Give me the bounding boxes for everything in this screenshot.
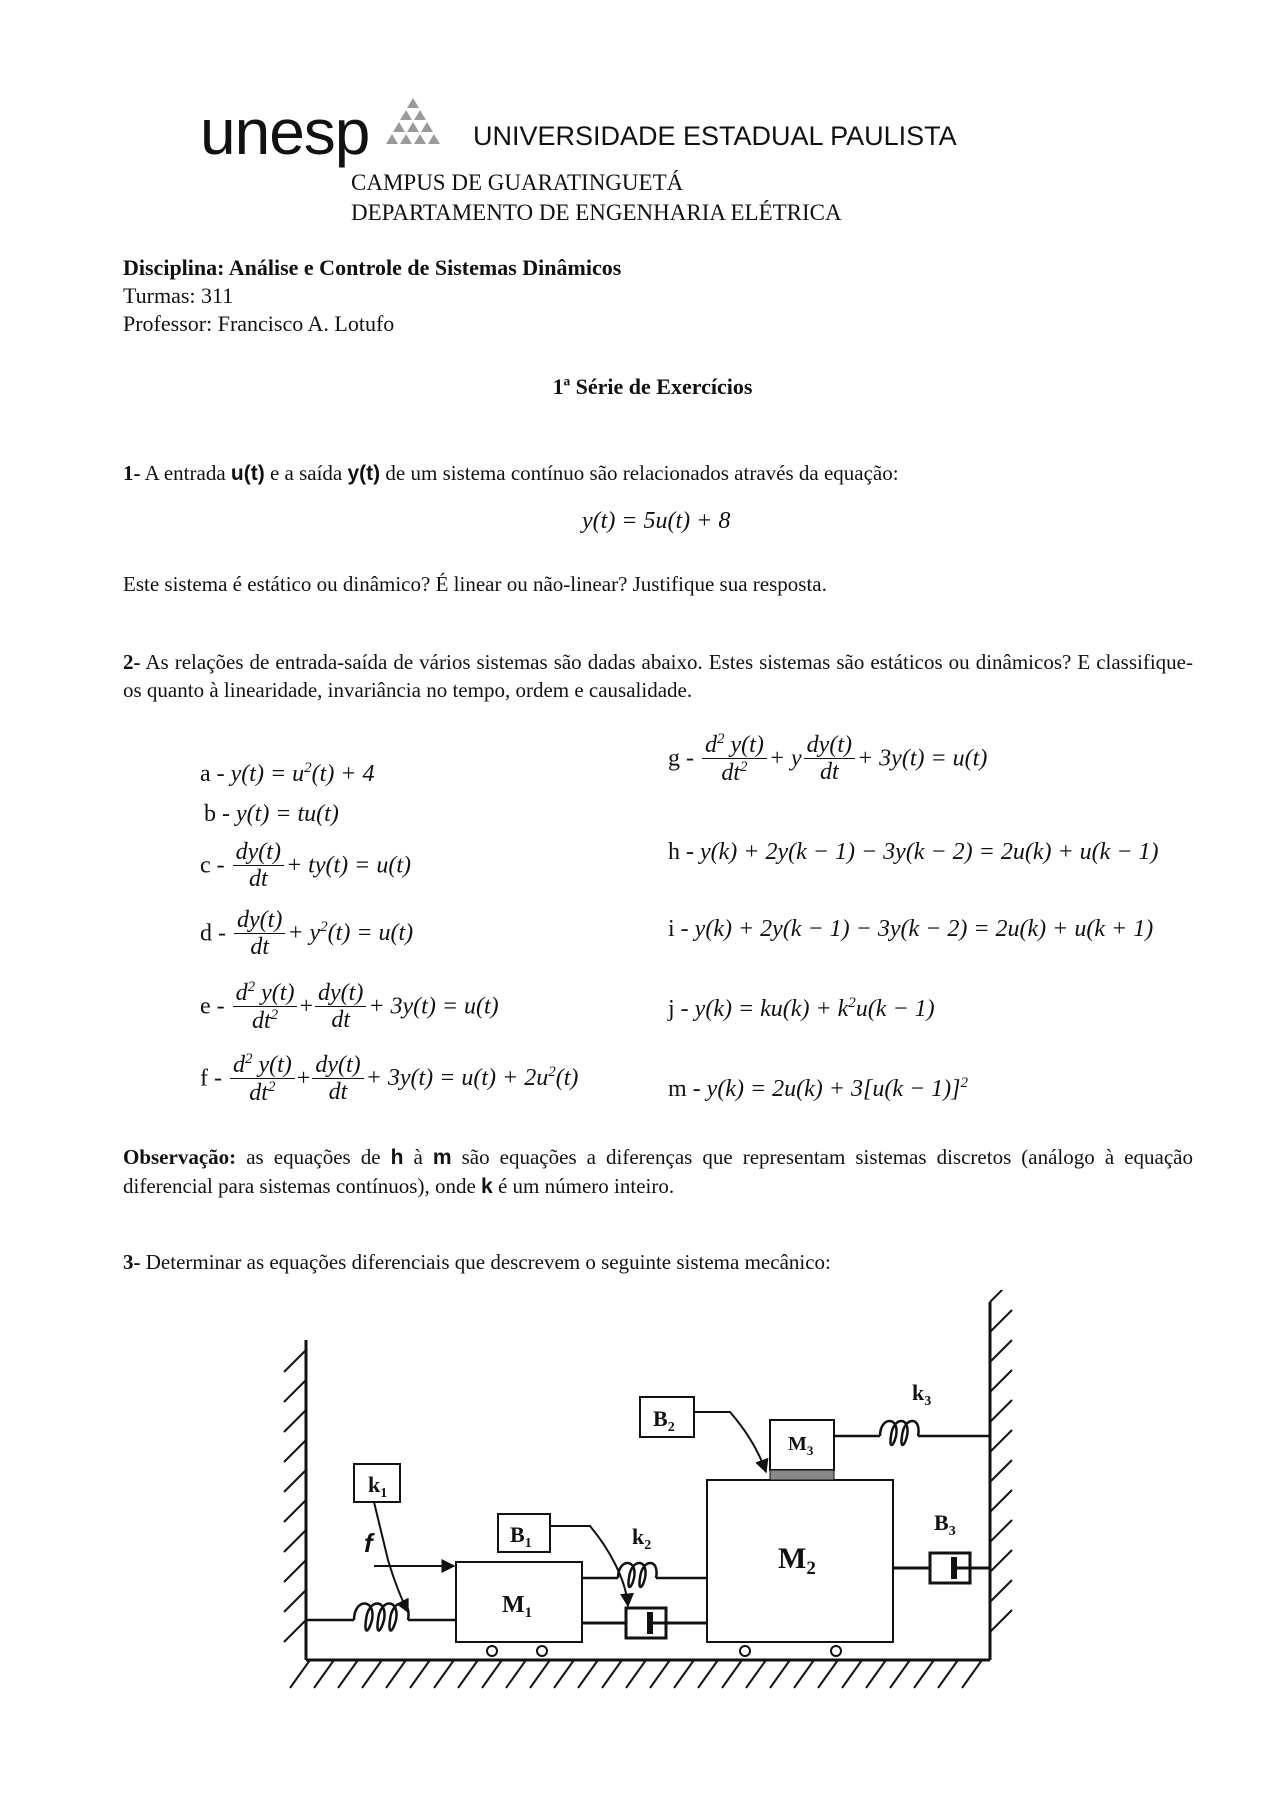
q2-statement: [123, 648, 1193, 704]
k1-leader-arrow: [374, 1502, 408, 1612]
damper-b3: [893, 1553, 990, 1583]
q3-text: Determinar as equações diferenciais que descrevem o seguinte sistema mecânico:: [140, 1250, 831, 1274]
classes: Turmas: 311: [123, 283, 234, 308]
campus-name: CAMPUS DE GUARATINGUETÁ: [351, 170, 684, 195]
spring-k2: [582, 1563, 707, 1587]
equation-m: $m - y(k) = 2u(k) + 3[u(k - 1)]^2$: [668, 1075, 968, 1102]
mechanical-system-diagram: [270, 1290, 1040, 1715]
spring-k1: [306, 1604, 456, 1631]
m3-label: $M_3$: [788, 1433, 814, 1458]
q1-text: de um sistema contínuo são relacionados através da equação:: [380, 461, 899, 485]
m2-wheel: [740, 1646, 750, 1656]
k1-label: $k_1$: [368, 1472, 388, 1501]
equation-label: g -: [668, 745, 694, 772]
equation-label: m -: [668, 1076, 701, 1102]
q2-text: As relações de entrada-saída de vários sistemas são dadas abaixo. Estes sistemas são estáticos ou dinâmicos? E classifique-os quanto à linearidade, invariância no tempo, ordem e causalidade.: [123, 650, 1193, 702]
equation-label: h -: [668, 839, 694, 865]
observation-label: Observação:: [123, 1145, 237, 1169]
spring-k3: [834, 1421, 990, 1445]
university-name: UNIVERSIDADE ESTADUAL PAULISTA: [473, 121, 957, 151]
unesp-logo-icon: [382, 96, 444, 148]
equation-label: b -: [204, 801, 230, 827]
equation-label: e -: [200, 993, 225, 1020]
m1-wheel: [487, 1646, 497, 1656]
page-title: 1ª Série de Exercícios: [552, 374, 753, 399]
m1-wheel: [537, 1646, 547, 1656]
q1-text: A entrada: [140, 461, 231, 485]
q1-equation: y(t) = 5u(t) + 8: [582, 508, 731, 534]
q2-number: 2-: [123, 650, 141, 674]
m2-wheel: [831, 1646, 841, 1656]
q1-text: e a saída: [264, 461, 348, 485]
b3-label: $B_3$: [934, 1510, 956, 1539]
force-label: f: [364, 1528, 373, 1558]
q1-number: 1-: [123, 461, 141, 485]
m2-label: $M_2$: [778, 1542, 816, 1579]
k3-label: $k_3$: [912, 1380, 932, 1409]
equation-d: d - $\frac{dy(t)}{dt}$ + $y^2(t) = u(t)$: [200, 907, 414, 961]
observation-from: h: [390, 1146, 404, 1169]
q1-statement: [123, 459, 1193, 488]
professor: Professor: Francisco A. Lotufo: [123, 311, 395, 336]
equation-c: c - $\frac{dy(t)}{dt}$ + ty(t) = u(t): [200, 839, 411, 893]
q1-question: Este sistema é estático ou dinâmico? É linear ou não-linear? Justifique sua resposta.: [123, 572, 827, 596]
b1-label: $B_1$: [510, 1522, 532, 1551]
damper-b1: [582, 1608, 707, 1638]
q1-output-signal: y(t): [347, 462, 381, 485]
equation-b: b - y(t) = tu(t): [204, 801, 339, 827]
equation-label: a -: [200, 761, 225, 787]
equation-i: i - y(k) + 2y(k − 1) − 3y(k − 2) = 2u(k) + u(k + 1): [668, 916, 1154, 942]
equation-f: f - $\frac{d^2 y(t)}{dt^2}$ + $\frac{dy(t)}{dt}$ + $3y(t) = u(t) + 2u^2(t)$: [200, 1051, 579, 1107]
equation-label: j -: [668, 996, 689, 1022]
equation-label: d -: [200, 920, 226, 947]
observation-to: m: [432, 1146, 452, 1169]
observation-k: k: [481, 1175, 493, 1198]
m1-label: $M_1$: [502, 1592, 533, 1621]
k2-label: $k_2$: [632, 1524, 652, 1553]
campus-block: [351, 168, 842, 228]
equation-label: c -: [200, 852, 225, 879]
q1-input-signal: u(t): [230, 462, 265, 485]
department-name: DEPARTAMENTO DE ENGENHARIA ELÉTRICA: [351, 200, 842, 225]
equation-label: i -: [668, 916, 689, 942]
equation-g: g - $\frac{d^2 y(t)}{dt^2}$ + y $\frac{dy(t)}{dt}$ + 3y(t) = u(t): [668, 731, 988, 787]
observation: [123, 1143, 1193, 1201]
q3-statement: [123, 1248, 831, 1276]
discipline: Disciplina: Análise e Controle de Sistemas Dinâmicos: [123, 255, 622, 280]
equation-j: $j - y(k) = ku(k) + k^2u(k - 1)$: [668, 995, 935, 1022]
friction-layer-b2: [770, 1470, 834, 1480]
observation-text: são equações a diferenças que representam sistemas discretos (análogo à equação diferencial para sistemas contínuos), onde: [123, 1145, 1193, 1198]
observation-text: à: [403, 1145, 433, 1169]
q3-number: 3-: [123, 1250, 141, 1274]
unesp-logo-text: unesp: [200, 96, 370, 168]
b2-label: $B_2$: [653, 1406, 675, 1435]
equation-e: e - $\frac{d^2 y(t)}{dt^2}$ + $\frac{dy(t)}{dt}$ + 3y(t) = u(t): [200, 979, 499, 1035]
b2-leader-arrow: [694, 1412, 766, 1472]
equation-a: $a - y(t) = u^2(t) + 4$: [200, 760, 375, 787]
observation-text: as equações de: [236, 1145, 391, 1169]
equation-h: h - y(k) + 2y(k − 1) − 3y(k − 2) = 2u(k) + u(k − 1): [668, 839, 1159, 865]
course-info: [123, 254, 621, 338]
observation-text: é um número inteiro.: [492, 1174, 675, 1198]
equation-label: f -: [200, 1065, 222, 1092]
